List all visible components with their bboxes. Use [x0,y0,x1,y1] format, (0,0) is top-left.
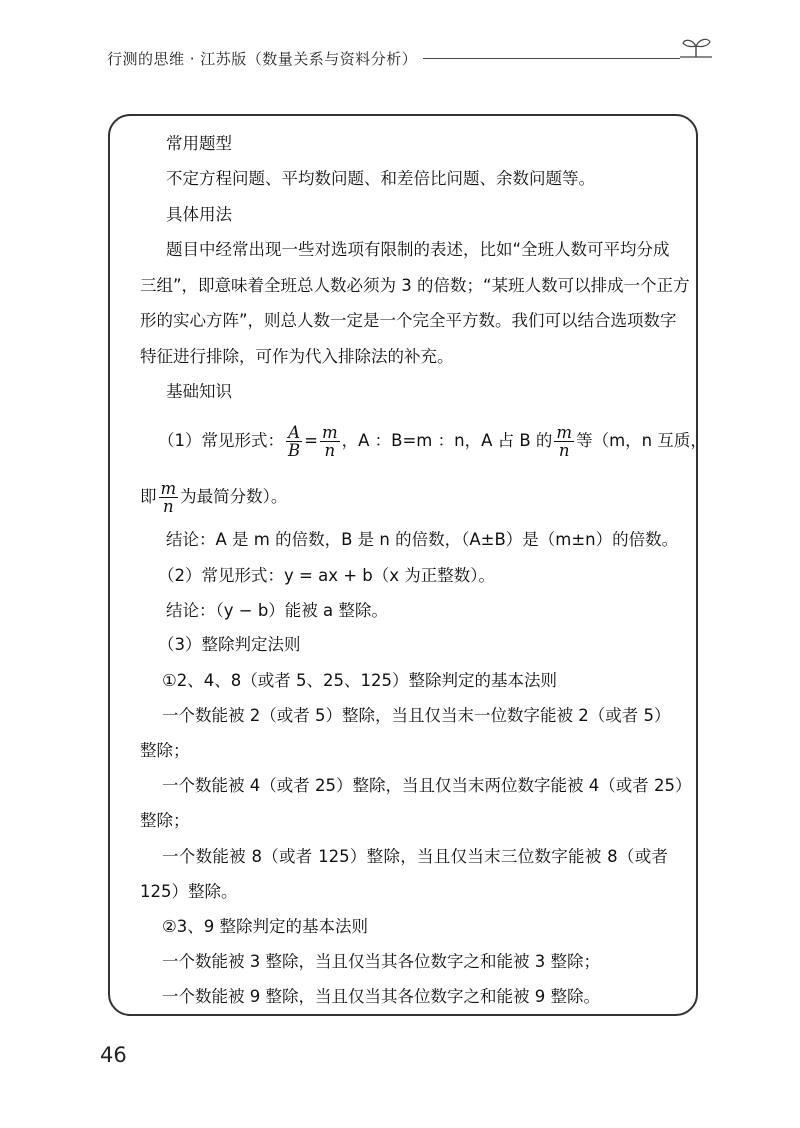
fraction-a-over-b: $\frac{A}{B}$ [288,422,301,460]
sprout-icon [676,33,716,63]
rule-9-divisibility: 一个数能被 9 整除，当且仅当其各位数字之和能被 9 整除。 [162,987,600,1006]
usage-paragraph-line-2: 三组”，即意味着全班总人数必须为 3 的倍数；“某班人数可以排成一个正方 [140,276,690,295]
rule-4-25-line-1: 一个数能被 4（或者 25）整除，当且仅当末两位数字能被 4（或者 25） [162,776,692,795]
formula-line-1-continued [140,474,287,520]
running-header-title: 行测的思维 · 江苏版（数量关系与资料分析） [107,48,423,69]
fraction-m-over-n-simplest: $\frac{m}{n}$ [160,478,177,516]
common-types-text: 不定方程问题、平均数问题、和差倍比问题、余数问题等。 [166,169,595,188]
formula-1-lead: （1）常见形式： [158,431,284,450]
rule-3-divisibility: 一个数能被 3 整除，当且仅当其各位数字之和能被 3 整除； [162,952,600,971]
rule-a-heading: ①2、4、8（或者 5、25、125）整除判定的基本法则 [162,671,558,690]
fraction-m-over-n-share: $\frac{m}{n}$ [556,422,573,460]
page-number: 46 [100,1043,127,1067]
rule-b-heading: ②3、9 整除判定的基本法则 [162,917,369,936]
equals-sign: = [304,431,318,450]
formula-1b-lead: 即 [140,487,157,506]
rule-8-125-line-2: 125）整除。 [140,882,238,901]
rule-4-25-line-2: 整除； [140,811,190,830]
heading-common-types: 常用题型 [166,134,232,153]
rule-8-125-line-1: 一个数能被 8（或者 125）整除，当且仅当末三位数字能被 8（或者 [162,847,668,866]
usage-paragraph-line-4: 特征进行排除，可作为代入排除法的补充。 [140,347,454,366]
usage-paragraph-line-3: 形的实心方阵”，则总人数一定是一个完全平方数。我们可以结合选项数字 [140,311,677,330]
conclusion-1: 结论：A 是 m 的倍数，B 是 n 的倍数，（A±B）是（m±n）的倍数。 [166,530,679,549]
formula-1b-tail: 为最简分数）。 [180,487,288,506]
rule-3-heading: （3）整除判定法则 [158,635,301,654]
usage-paragraph-line-1: 题目中经常出现一些对选项有限制的表述，比如“全班人数可平均分成 [166,240,670,259]
formula-1-tail: 等（m，n 互质， [576,431,707,450]
formula-1-ratio-text: ，A ：B=m ：n，A 占 B 的 [341,431,553,450]
rule-2-5-line-2: 整除； [140,741,190,760]
heading-basic-knowledge: 基础知识 [166,382,232,401]
rule-2-5-line-1: 一个数能被 2（或者 5）整除，当且仅当末一位数字能被 2（或者 5） [162,706,671,725]
formula-line-1 [158,418,707,464]
conclusion-2: 结论：（y − b）能被 a 整除。 [166,601,388,620]
formula-line-2: （2）常见形式：y = ax + b（x 为正整数）。 [158,566,496,585]
fraction-m-over-n: $\frac{m}{n}$ [321,422,338,460]
header-rule [382,58,680,59]
heading-usage: 具体用法 [166,205,232,224]
